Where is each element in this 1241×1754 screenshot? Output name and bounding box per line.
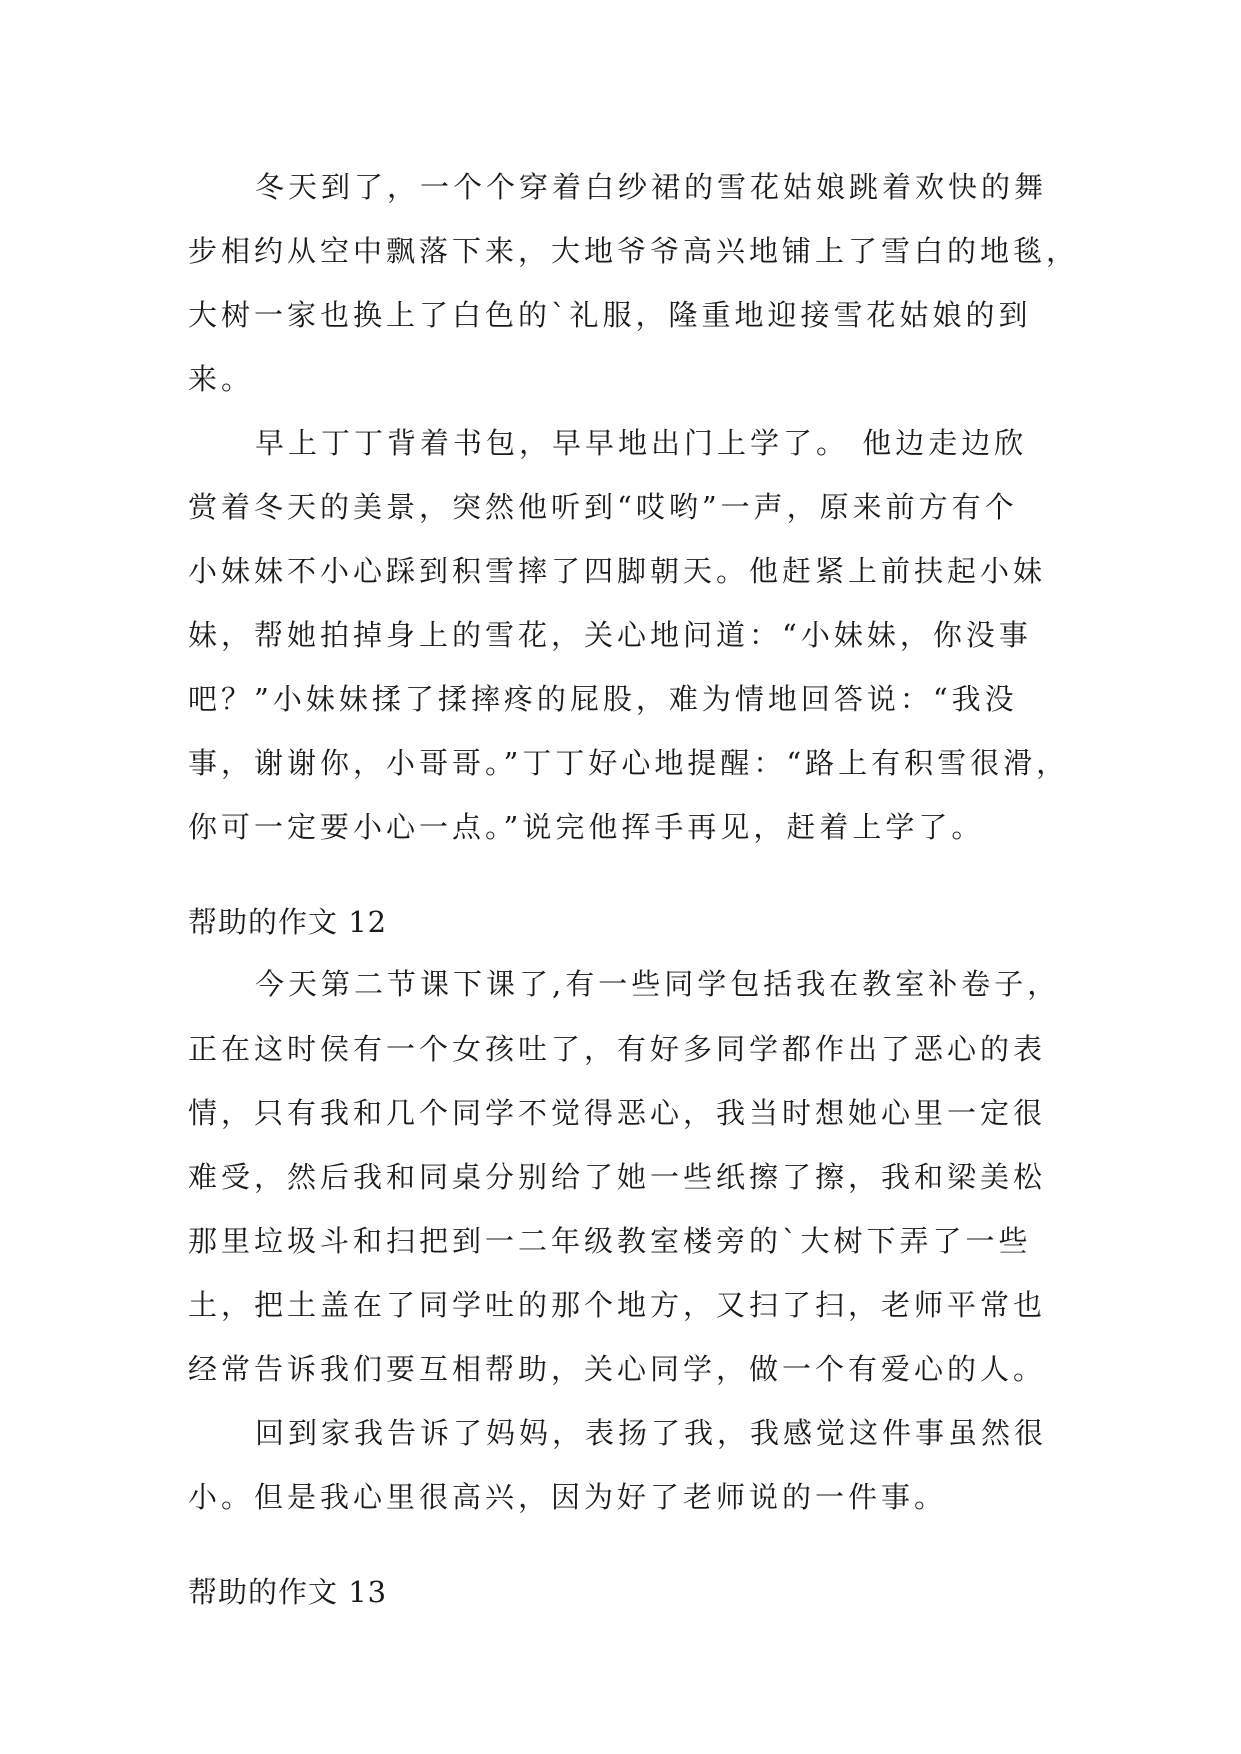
paragraph-1-line-4: 来。: [188, 362, 255, 396]
section12-paragraph-2-line-1: 回到家我告诉了妈妈，表扬了我，我感觉这件事虽然很: [255, 1416, 1048, 1450]
paragraph-2-line-7: 你可一定要小心一点。”说完他挥手再见，赶着上学了。: [188, 810, 985, 844]
paragraph-2-line-3: 小妹妹不小心踩到积雪摔了四脚朝天。他赶紧上前扶起小妹: [188, 554, 1047, 588]
section12-paragraph-1-line-7: 经常告诉我们要互相帮助，关心同学，做一个有爱心的人。: [188, 1352, 1047, 1386]
paragraph-2-line-6: 事，谢谢你，小哥哥。”丁丁好心地提醒：“路上有积雪很滑，: [188, 746, 1070, 780]
paragraph-1-line-3: 大树一家也换上了白色的`礼服，隆重地迎接雪花姑娘的到: [188, 298, 1032, 332]
paragraph-2-line-5: 吧？”小妹妹揉了揉摔疼的屁股，难为情地回答说：“我没: [188, 682, 1018, 716]
section12-paragraph-2-line-2: 小。但是我心里很高兴，因为好了老师说的一件事。: [188, 1480, 948, 1514]
paragraph-2-line-2: 赏着冬天的美景，突然他听到“哎哟”一声，原来前方有个: [188, 490, 1018, 524]
section12-paragraph-1-line-6: 土，把土盖在了同学吐的那个地方，又扫了扫，老师平常也: [188, 1288, 1047, 1322]
paragraph-2-line-4: 妹，帮她拍掉身上的雪花，关心地问道：“小妹妹，你没事: [188, 618, 1032, 652]
section-heading-12: 帮助的作文 12: [188, 905, 388, 939]
section12-paragraph-1-line-1: 今天第二节课下课了,有一些同学包括我在教室补卷子，: [255, 967, 1061, 1001]
paragraph-2-line-1: 早上丁丁背着书包，早早地出门上学了。 他边走边欣: [255, 426, 1028, 460]
section12-paragraph-1-line-2: 正在这时侯有一个女孩吐了，有好多同学都作出了恶心的表: [188, 1032, 1047, 1066]
section12-paragraph-1-line-4: 难受，然后我和同桌分别给了她一些纸擦了擦，我和梁美松: [188, 1160, 1047, 1194]
paragraph-1-line-1: 冬天到了，一个个穿着白纱裙的雪花姑娘跳着欢快的舞: [255, 170, 1048, 204]
section-heading-13: 帮助的作文 13: [188, 1575, 388, 1609]
section12-paragraph-1-line-3: 情，只有我和几个同学不觉得恶心，我当时想她心里一定很: [188, 1096, 1047, 1130]
paragraph-1-line-2: 步相约从空中飘落下来，大地爷爷高兴地铺上了雪白的地毯，: [188, 234, 1080, 268]
section12-paragraph-1-line-5: 那里垃圾斗和扫把到一二年级教室楼旁的`大树下弄了一些: [188, 1224, 1032, 1258]
